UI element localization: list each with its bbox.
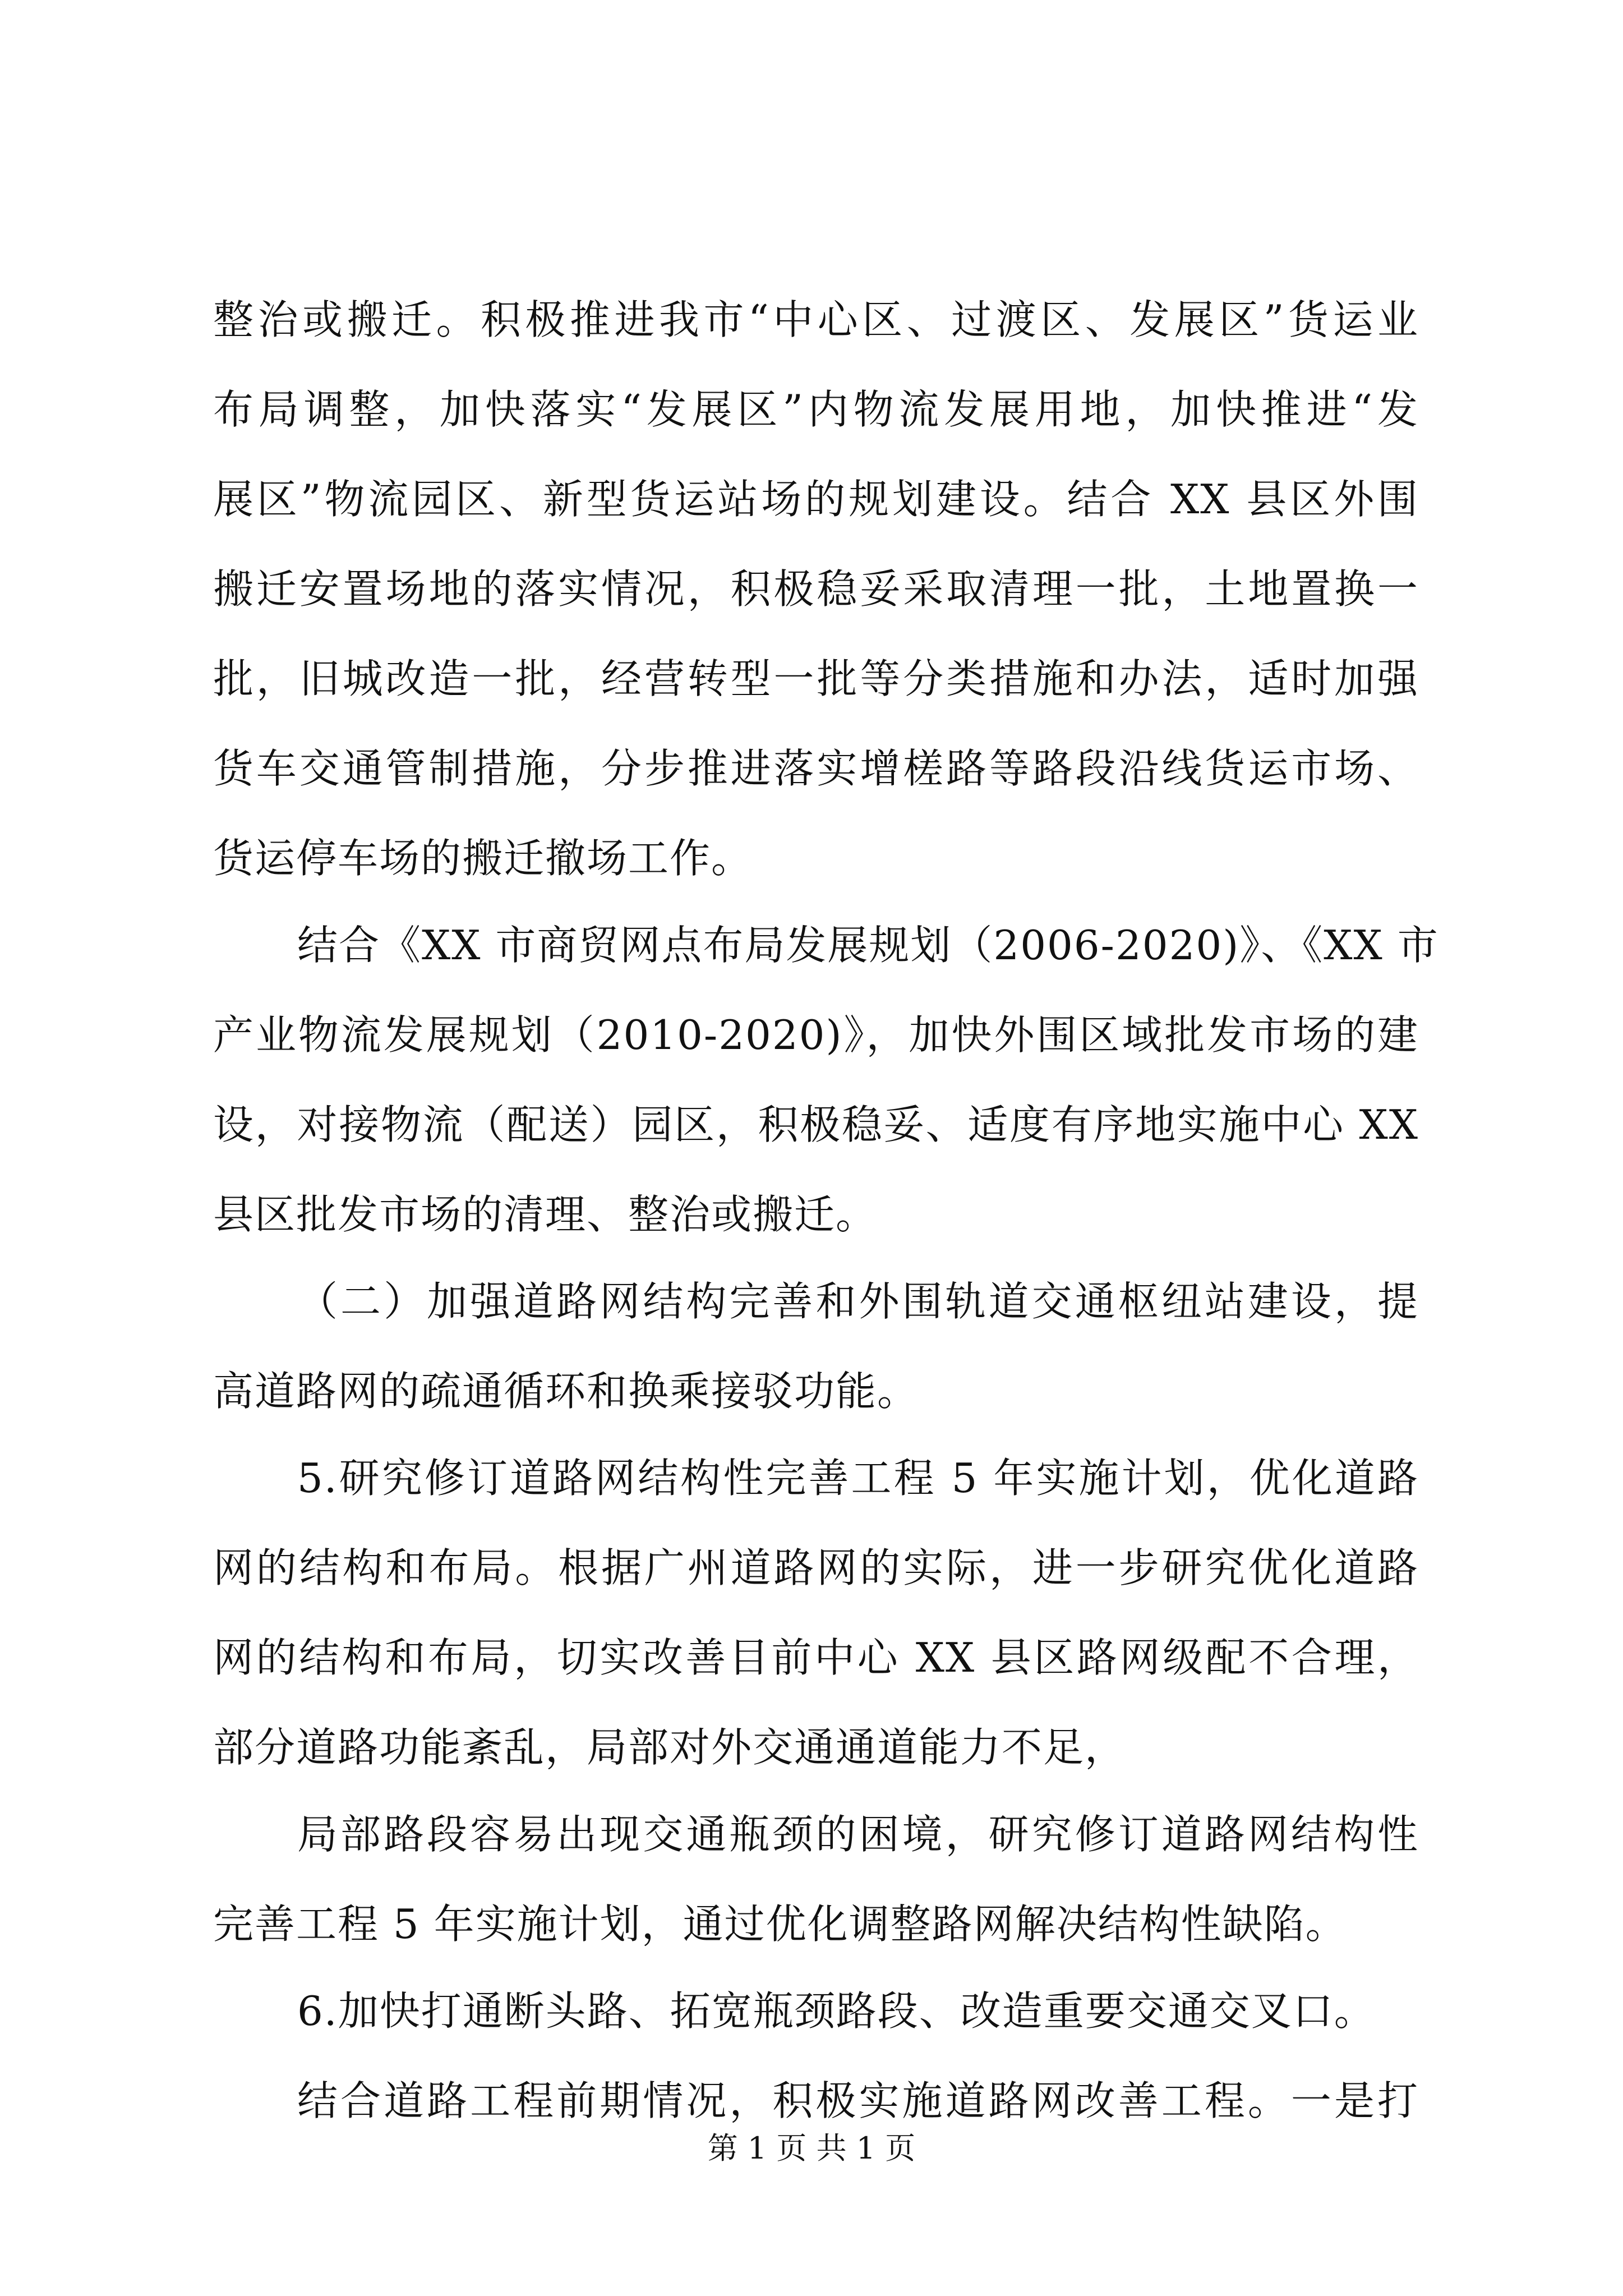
page-footer <box>0 2126 1623 2171</box>
section-heading-line: （二）加强道路网结构完善和外围轨道交通枢纽站建设，提 <box>297 1278 1419 1325</box>
text-line: 县区批发市场的清理、整治或搬迁。 <box>213 1191 878 1238</box>
text-line: 网的结构和布局。根据广州道路网的实际，进一步研究优化道路 <box>213 1544 1419 1591</box>
text-line: 布局调整，加快落实“发展区”内物流发展用地，加快推进“发 <box>213 386 1419 433</box>
text-line: 局部路段容易出现交通瓶颈的困境，研究修订道路网结构性 <box>297 1811 1419 1858</box>
text-line: 5.研究修订道路网结构性完善工程 5 年实施计划，优化道路 <box>297 1455 1419 1502</box>
text-line: 搬迁安置场地的落实情况，积极稳妥采取清理一批，土地置换一 <box>213 565 1419 613</box>
text-line: 完善工程 5 年实施计划，通过优化调整路网解决结构性缺陷。 <box>213 1901 1347 1948</box>
text-line: 部分道路功能紊乱，局部对外交通通道能力不足， <box>213 1724 1127 1771</box>
text-line: 批，旧城改造一批，经营转型一批等分类措施和办法，适时加强 <box>213 655 1419 702</box>
text-line: 网的结构和布局，切实改善目前中心 XX 县区路网级配不合理， <box>213 1634 1419 1681</box>
text-line: 设，对接物流（配送）园区，积极稳妥、适度有序地实施中心 XX <box>213 1101 1419 1148</box>
text-line: 产业物流发展规划（2010-2020)》，加快外围区域批发市场的建 <box>213 1011 1419 1059</box>
text-line: 货运停车场的搬迁撤场工作。 <box>213 835 753 882</box>
text-line: 6.加快打通断头路、拓宽瓶颈路段、改造重要交通交叉口。 <box>297 1987 1376 2035</box>
text-line: 展区”物流园区、新型货运站场的规划建设。结合 XX 县区外围 <box>213 476 1419 523</box>
text-line: 货车交通管制措施，分步推进落实增槎路等路段沿线货运市场、 <box>213 745 1419 792</box>
section-heading-line: 高道路网的疏通循环和换乘接驳功能。 <box>213 1368 919 1415</box>
page-number-label: 第 1 页 共 1 页 <box>707 2131 916 2166</box>
text-line: 结合道路工程前期情况，积极实施道路网改善工程。一是打 <box>297 2077 1419 2124</box>
text-line: 结合《XX 市商贸网点布局发展规划（2006-2020)》、《XX 市 <box>297 922 1439 969</box>
text-line: 整治或搬迁。积极推进我市“中心区、过渡区、发展区”货运业 <box>213 296 1419 343</box>
